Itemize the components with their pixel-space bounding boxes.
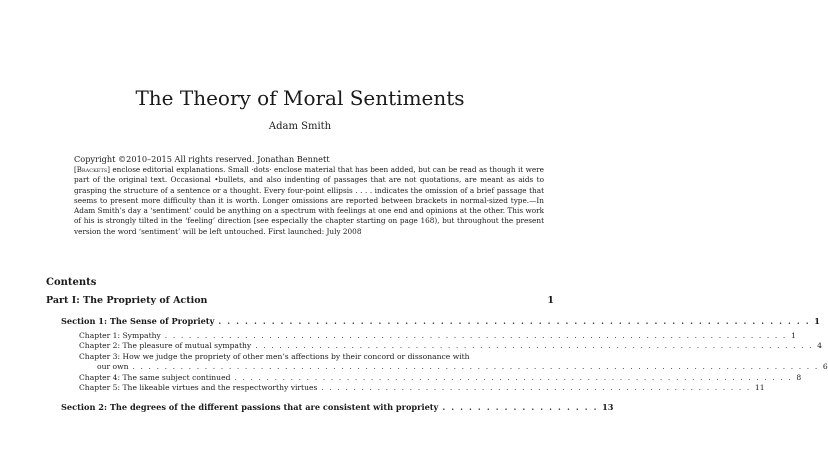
toc-chapter-page: 1 [790, 331, 796, 340]
toc-chapter-page: 8 [796, 373, 802, 382]
toc-part-1-label: Part I: The Propriety of Action [46, 295, 208, 306]
toc-leader-dots: . . . . . . . . . . . . . . . . . . [442, 402, 599, 412]
toc-section-1-label: Section 1: The Sense of Propriety [61, 316, 215, 326]
toc-chapter-label: Chapter 5: The likeable virtues and the respectworthy virtues [79, 383, 318, 392]
contents-heading: Contents [46, 277, 97, 288]
toc-part-1-page: 1 [547, 295, 554, 306]
toc-chapter-label: Chapter 1: Sympathy [79, 331, 161, 340]
toc-chapter-page: 6 [822, 362, 828, 371]
toc-leader-dots: . . . . . . . . . . . . . . . . . . . . . . . . . . . . . . . . . . . . . . . . . . . . . . . . . . . . . . . . . . . . . . . . . . . [218, 316, 811, 326]
toc-chapter-3-line1[interactable]: Chapter 3: How we judge the propriety of other men’s affections by their concord or dissonance with [79, 352, 470, 361]
toc-chapter-4[interactable] [79, 373, 802, 382]
toc-chapter-3[interactable] [97, 362, 828, 371]
toc-section-2-page: 13 [602, 402, 614, 412]
brackets-label: [Brackets] [74, 166, 110, 174]
toc-chapter-2[interactable] [79, 341, 822, 350]
toc-chapter-label: Chapter 2: The pleasure of mutual sympathy [79, 341, 252, 350]
document-title: The Theory of Moral Sentiments [135, 86, 465, 110]
toc-chapter-label: Chapter 4: The same subject continued [79, 373, 231, 382]
copyright-line: Copyright ©2010–2015 All rights reserved. Jonathan Bennett [74, 154, 330, 164]
toc-leader-dots: . . . . . . . . . . . . . . . . . . . . . . . . . . . . . . . . . . . . . . . . . . . . . . . . . . . . . . . . . . . . . . . . . . . . . . . . . . . . . . [164, 331, 787, 340]
toc-leader-dots: . . . . . . . . . . . . . . . . . . . . . . . . . . . . . . . . . . . . . . . . . . . . . . . . . . . . . . [321, 383, 751, 392]
toc-section-2[interactable] [61, 402, 614, 412]
toc-chapter-page: 11 [754, 383, 765, 392]
toc-leader-dots: . . . . . . . . . . . . . . . . . . . . . . . . . . . . . . . . . . . . . . . . . . . . . . . . . . . . . . . . . . . . . . . . . . . . . . [255, 341, 814, 350]
toc-chapter-page: 4 [817, 341, 822, 350]
editorial-notes-text: enclose editorial explanations. Small ·dots· enclose material that has been added, but can be read as though it were part of the original text. Occasional •bullets, and also indenting of passages that are not quotations, are meant as aids to grasping the structure of a sentence or a thought. Every four-point ellipsis . . . . indicates the omission of a brief passage that seems to present more difficulty than it is worth. Longer omissions are reported between brackets in normal-sized type.—In Adam Smith’s day a ‘sentiment’ could be anything on a spectrum with feelings at one end and opinions at the other. This work of his is strongly tilted in the ‘feeling’ direction [see especially the chapter starting on page 168), but throughout the present version the word ‘sentiment’ will be left untouched. First launched: July 2008 [74, 165, 544, 236]
toc-leader-dots: . . . . . . . . . . . . . . . . . . . . . . . . . . . . . . . . . . . . . . . . . . . . . . . . . . . . . . . . . . . . . . . . . . . . . . . . . . . . . . . . . . . . . . [132, 362, 819, 371]
toc-chapter-label: our own [97, 362, 129, 371]
toc-section-1-page: 1 [814, 316, 820, 326]
toc-leader-dots: . . . . . . . . . . . . . . . . . . . . . . . . . . . . . . . . . . . . . . . . . . . . . . . . . . . . . . . . . . . . . . . . . . . . . . [234, 373, 793, 382]
toc-section-1[interactable] [61, 316, 820, 326]
toc-chapter-1[interactable] [79, 331, 796, 340]
document-author: Adam Smith [268, 121, 332, 132]
toc-section-2-label: Section 2: The degrees of the different passions that are consistent with propriety [61, 402, 439, 412]
toc-chapter-5[interactable] [79, 383, 765, 392]
toc-part-1[interactable] [46, 295, 554, 306]
editorial-notes [74, 165, 544, 237]
